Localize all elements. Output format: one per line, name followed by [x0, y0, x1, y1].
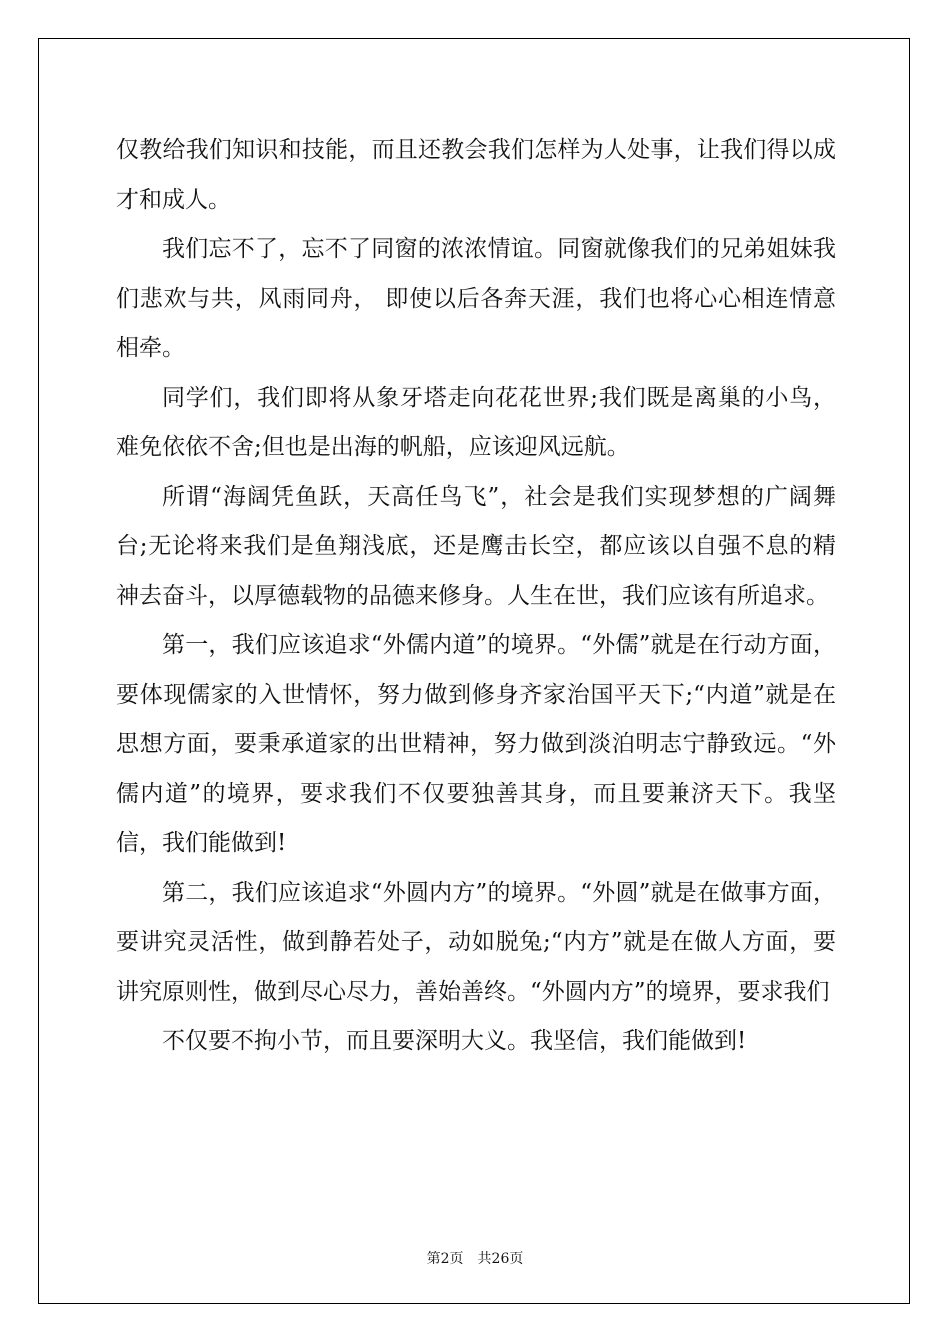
paragraph-7: 不仅要不拘小节，而且要深明大义。我坚信，我们能做到!: [162, 1028, 747, 1054]
page-footer: [0, 1248, 950, 1268]
paragraph-6: 第二，我们应该追求“外圆内方”的境界。“外圆”就是在做事方面，要讲究灵活性，做到静若处子，动如脱兔;“内方”就是在做人方面，要讲究原则性，做到尽心尽力，善始善终。“外圆内方”的境界，要求我们: [116, 879, 836, 1005]
page-number: 第2页: [426, 1251, 464, 1267]
page-total: 共26页: [477, 1251, 524, 1267]
paragraph-2: 我们忘不了，忘不了同窗的浓浓情谊。同窗就像我们的兄弟姐妹我们悲欢与共，风雨同舟， 即使以后各奔天涯，我们也将心心相连情意相牵。: [116, 236, 836, 361]
paragraph-4: 所谓“海阔凭鱼跃，天高任鸟飞”，社会是我们实现梦想的广阔舞台;无论将来我们是鱼翔浅底，还是鹰击长空，都应该以自强不息的精神去奋斗，以厚德载物的品德来修身。人生在世，我们应该有所追求。: [116, 483, 836, 609]
paragraph-3: 同学们，我们即将从象牙塔走向花花世界;我们既是离巢的小鸟，难免依依不舍;但也是出海的帆船，应该迎风远航。: [116, 384, 836, 460]
paragraph-5: 第一，我们应该追求“外儒内道”的境界。“外儒”就是在行动方面，要体现儒家的入世情怀，努力做到修身齐家治国平天下;“内道”就是在思想方面，要秉承道家的出世精神，努力做到淡泊明志宁静致远。“外儒内道”的境界，要求我们不仅要独善其身，而且要兼济天下。我坚信，我们能做到!: [116, 632, 836, 856]
document-body: [116, 126, 836, 1067]
paragraph-1: 仅教给我们知识和技能，而且还教会我们怎样为人处事，让我们得以成才和成人。: [116, 137, 836, 213]
